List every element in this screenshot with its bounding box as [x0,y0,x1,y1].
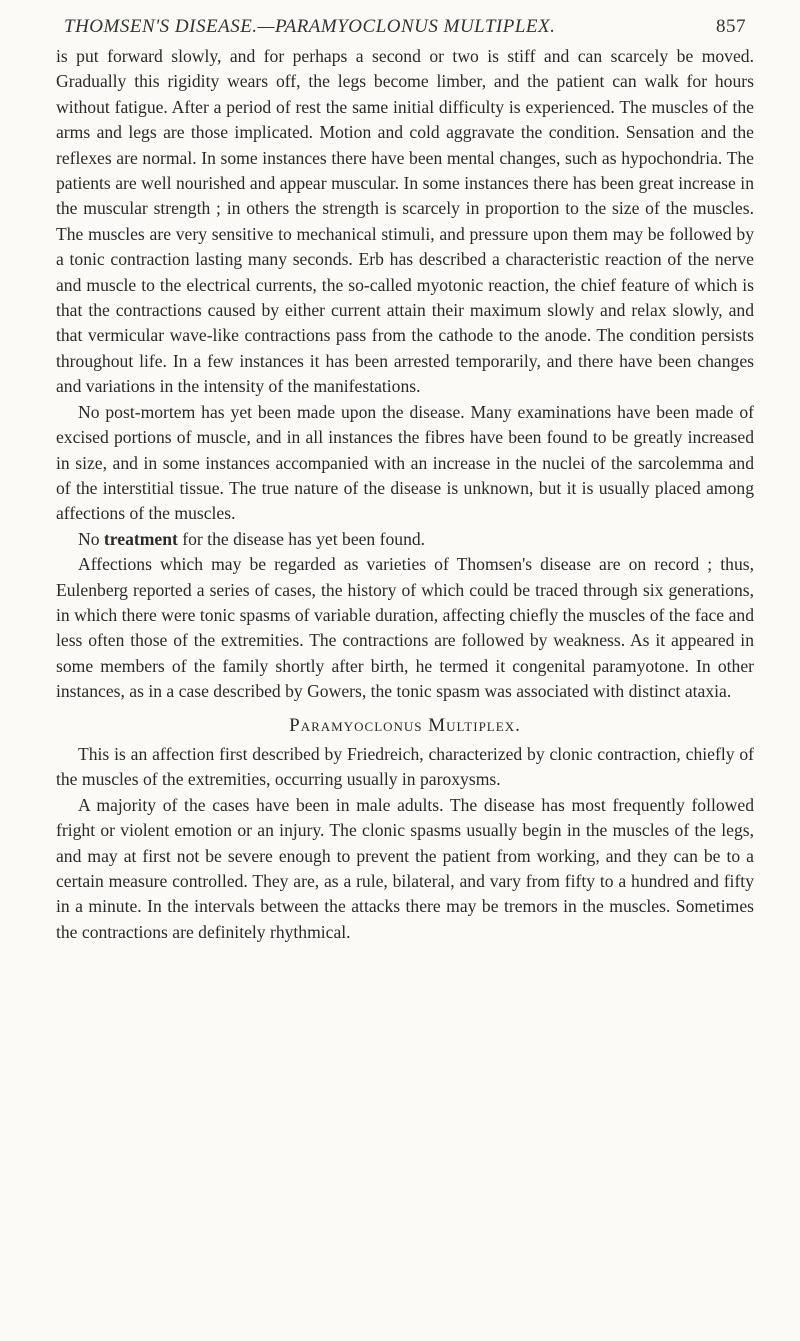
paragraph-continuation: is put forward slowly, and for perhaps a second or two is stiff and can scarcely be moved. Gradually this rigidity wears off, the legs become limber, and the patient can walk for hours without fatigue. After a period of rest the same initial difficulty is experienced. The muscles of the arms and legs are those implicated. Motion and cold aggravate the condition. Sensation and the reflexes are normal. In some instances there have been mental changes, such as hypochondria. The patients are well nourished and appear muscular. In some instances there has been great increase in the muscular strength ; in others the strength is scarcely in proportion to the size of the muscles. The muscles are very sensitive to mechanical stimuli, and pressure upon them may be followed by a tonic contraction lasting many seconds. Erb has described a characteristic reaction of the nerve and muscle to the electrical currents, the so-called myotonic reaction, the chief feature of which is that the contractions caused by either current attain their maximum slowly and relax slowly, and that vermicular wave-like contractions pass from the cathode to the anode. The condition persists throughout life. In a few instances it has been arrested temporarily, and there have been changes and variations in the intensity of the manifestations. [56,46,754,397]
running-header [56,6,754,44]
running-title: THOMSEN'S DISEASE.—PARAMYOCLONUS MULTIPLEX. [64,16,556,37]
section-heading: Paramyoclonus Multiplex. [289,714,521,736]
paragraph-varieties: Affections which may be regarded as varieties of Thomsen's disease are on record ; thus, Eulenberg reported a series of cases, the history of which could be traced through six generations, in which there were tonic spasms of variable duration, affecting chiefly the muscles of the face and less often those of the extremities. The contractions are followed by weakness. As it appeared in some members of the family shortly after birth, he termed it congenital paramyotone. In other instances, as in a case described by Gowers, the tonic spasm was associated with distinct ataxia. [56,554,754,702]
page-number: 857 [716,16,746,37]
treatment-rest: for the disease has yet been found. [182,528,426,549]
paragraph-definition: This is an affection first described by Friedreich, characterized by clonic contraction, chiefly of the muscles of the extremities, occurring usually in paroxysms. [56,743,754,790]
paragraph-treatment [56,527,754,552]
treatment-lead: No [78,528,100,549]
paragraph-etiology: A majority of the cases have been in male adults. The disease has most frequently followed fright or violent emotion or an injury. The clonic spasms usually begin in the muscles of the legs, and may at first not be severe enough to prevent the patient from working, and they can be to a certain measure controlled. They are, as a rule, bilateral, and vary from fifty to a hundred and fifty in a minute. In the intervals between the attacks there may be tremors in the muscles. Sometimes the contractions are definitely rhythmical. [56,794,754,942]
paragraph-post-mortem: No post-mortem has yet been made upon the disease. Many examinations have been made of excised portions of muscle, and in all instances the fibres have been found to be greatly increased in size, and in some instances accompanied with an increase in the nuclei of the sarcolemma and of the interstitial tissue. The true nature of the disease is unknown, but it is usually placed among affections of the muscles. [56,401,754,524]
body-text [56,44,754,945]
treatment-keyword: treatment [103,528,178,549]
